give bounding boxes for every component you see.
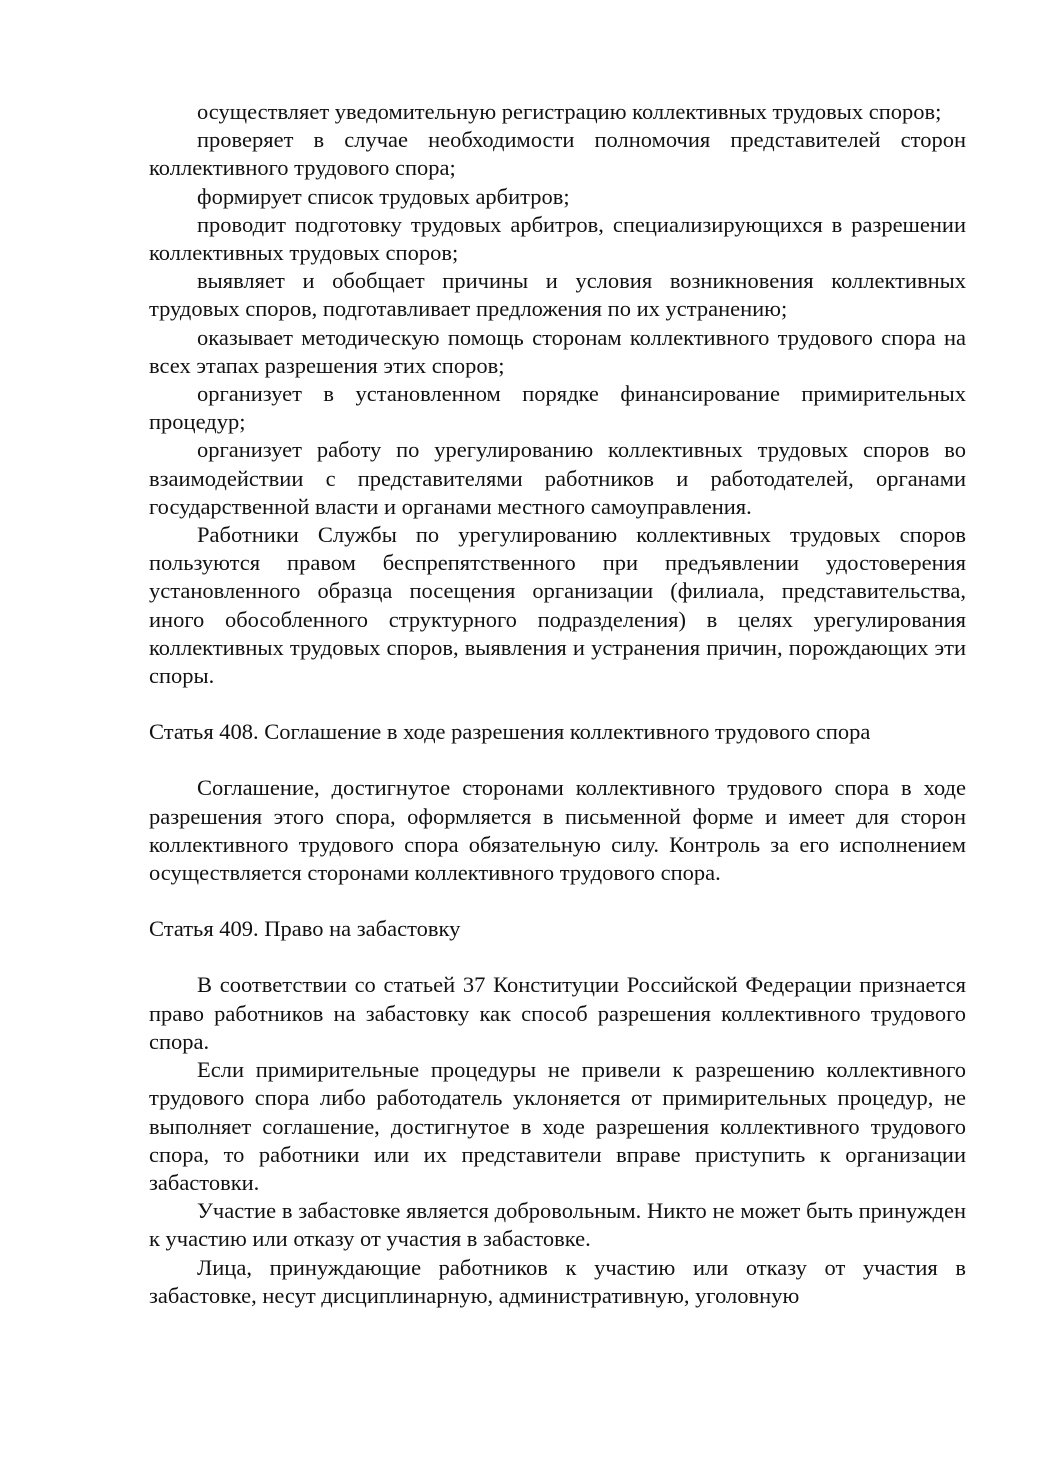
- paragraph-voluntary-participation: Участие в забастовке является добровольным. Никто не может быть принужден к участию или отказу от участия в забастовке.: [149, 1198, 966, 1252]
- paragraph-strike-conditions: Если примирительные процедуры не привели к разрешению коллективного трудового спора либо работодатель уклоняется от примирительных процедур, не выполняет соглашение, достигнутое в ходе разрешения коллективного трудового спора, то работники или их представители вправе приступить к организации забастовки.: [149, 1057, 966, 1195]
- paragraph-check-authority: проверяет в случае необходимости полномочия представителей сторон коллективного трудового спора;: [149, 127, 966, 181]
- document-page: [149, 98, 966, 1310]
- article-409-heading: Статья 409. Право на забастовку: [149, 916, 461, 942]
- paragraph-agreement: Соглашение, достигнутое сторонами коллективного трудового спора в ходе разрешения этого спора, оформляется в письменной форме и имеет для сторон коллективного трудового спора обязательную силу. Контроль за его исполнением осуществляется сторонами коллективного трудового спора.: [149, 775, 966, 886]
- paragraph-registration: осуществляет уведомительную регистрацию коллективных трудовых споров;: [197, 99, 942, 124]
- article-408-heading: Статья 408. Соглашение в ходе разрешения коллективного трудового спора: [149, 719, 871, 745]
- paragraph-coercion-liability: Лица, принуждающие работников к участию или отказу от участия в забастовке, несут дисциплинарную, административную, уголовную: [149, 1254, 966, 1308]
- paragraph-financing: организует в установленном порядке финансирование примирительных процедур;: [149, 381, 966, 435]
- paragraph-arbitrators-training: проводит подготовку трудовых арбитров, специализирующихся в разрешении коллективных трудовых споров;: [149, 211, 966, 266]
- paragraph-right-to-strike: В соответствии со статьей 37 Конституции Российской Федерации признается право работников на забастовку как способ разрешения коллективного трудового спора.: [149, 972, 966, 1054]
- paragraph-arbitrators-list: формирует список трудовых арбитров;: [197, 183, 570, 209]
- paragraph-causes-analysis: выявляет и обобщает причины и условия возникновения коллективных трудовых споров, подготавливает предложения по их устранению;: [149, 268, 966, 322]
- paragraph-methodical-help: оказывает методическую помощь сторонам коллективного трудового спора на всех этапах разрешения этих споров;: [149, 324, 966, 378]
- paragraph-settlement-work: организует работу по урегулированию коллективных трудовых споров во взаимодействии с представителями работников и работодателей, органами государственной власти и органами местного самоуправления.: [149, 437, 966, 519]
- paragraph-service-staff-rights: Работники Службы по урегулированию коллективных трудовых споров пользуются правом беспрепятственного при предъявлении удостоверения установленного образца посещения организации (филиала, представительства, иного обособленного структурного подразделения) в целях урегулирования коллективных трудовых споров, выявления и устранения причин, порождающих эти споры.: [149, 522, 966, 689]
